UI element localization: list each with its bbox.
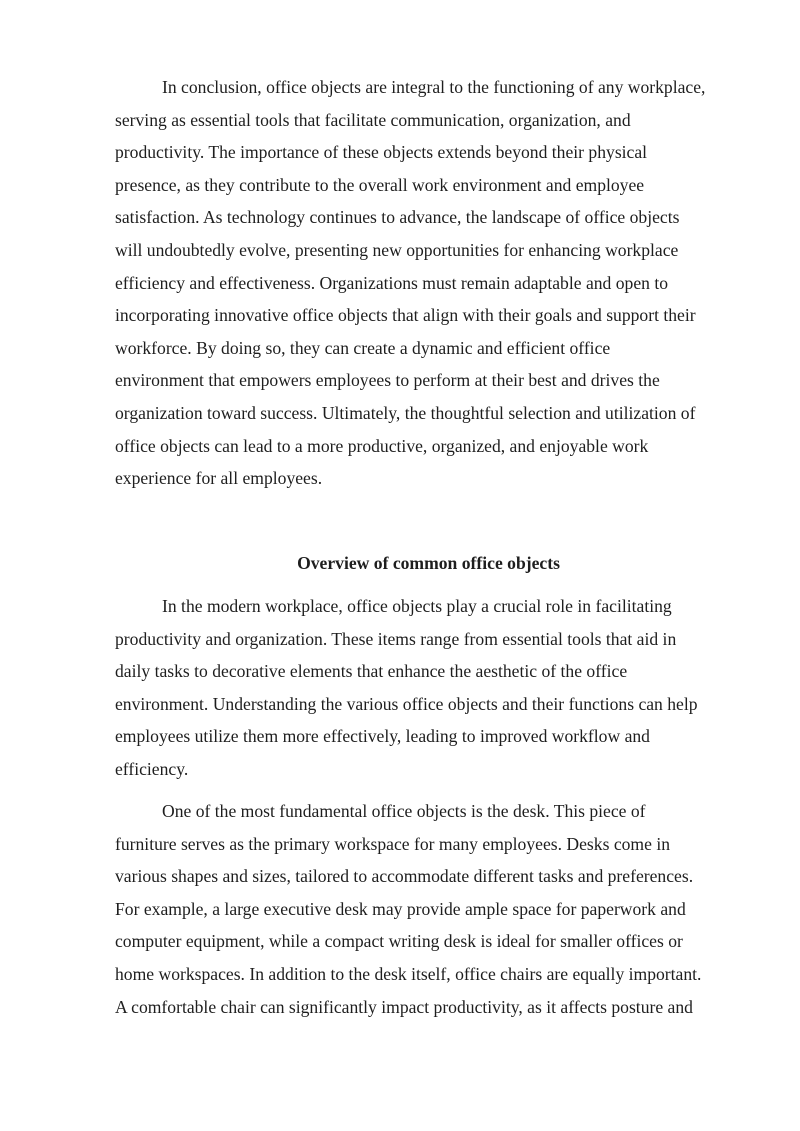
paragraph-line: organization toward success. Ultimately, the thoughtful selection and utilization of bbox=[115, 402, 696, 423]
paragraph-line: home workspaces. In addition to the desk itself, office chairs are equally important. bbox=[115, 963, 702, 984]
conclusion-paragraph bbox=[115, 71, 742, 495]
section-heading: Overview of common office objects bbox=[297, 553, 560, 573]
paragraph-line: productivity and organization. These items range from essential tools that aid in bbox=[115, 628, 677, 649]
paragraph-line: computer equipment, while a compact writing desk is ideal for smaller offices or bbox=[115, 931, 683, 952]
paragraph-line: efficiency and effectiveness. Organizations must remain adaptable and open to bbox=[115, 272, 669, 293]
paragraph-line: environment. Understanding the various office objects and their functions can help bbox=[115, 693, 698, 714]
paragraph-line: environment that empowers employees to perform at their best and drives the bbox=[115, 370, 660, 391]
paragraph-line: efficiency. bbox=[115, 758, 189, 779]
desk-paragraph bbox=[115, 795, 742, 1023]
paragraph-line: furniture serves as the primary workspace for many employees. Desks come in bbox=[115, 833, 671, 854]
paragraph-line: employees utilize them more effectively, leading to improved workflow and bbox=[115, 726, 650, 747]
paragraph-line: workforce. By doing so, they can create a dynamic and efficient office bbox=[115, 337, 611, 358]
paragraph-line: various shapes and sizes, tailored to accommodate different tasks and preferences. bbox=[115, 866, 694, 887]
paragraph-line: serving as essential tools that facilitate communication, organization, and bbox=[115, 109, 631, 130]
paragraph-line: satisfaction. As technology continues to advance, the landscape of office objects bbox=[115, 207, 680, 228]
paragraph-line: incorporating innovative office objects that align with their goals and support their bbox=[115, 305, 696, 326]
paragraph-line: productivity. The importance of these objects extends beyond their physical bbox=[115, 142, 648, 163]
overview-paragraph bbox=[115, 590, 742, 786]
paragraph-line: In the modern workplace, office objects play a crucial role in facilitating bbox=[162, 596, 672, 616]
paragraph-line: One of the most fundamental office objects is the desk. This piece of bbox=[162, 801, 646, 821]
paragraph-line: will undoubtedly evolve, presenting new opportunities for enhancing workplace bbox=[115, 239, 679, 260]
paragraph-line: presence, as they contribute to the overall work environment and employee bbox=[115, 174, 645, 195]
paragraph-line: experience for all employees. bbox=[115, 468, 323, 489]
paragraph-line: daily tasks to decorative elements that enhance the aesthetic of the office bbox=[115, 661, 628, 682]
paragraph-line: In conclusion, office objects are integral to the functioning of any workplace, bbox=[162, 77, 706, 97]
paragraph-line: office objects can lead to a more productive, organized, and enjoyable work bbox=[115, 435, 649, 456]
paragraph-line: A comfortable chair can significantly impact productivity, as it affects posture and bbox=[115, 996, 693, 1017]
paragraph-line: For example, a large executive desk may provide ample space for paperwork and bbox=[115, 898, 686, 919]
